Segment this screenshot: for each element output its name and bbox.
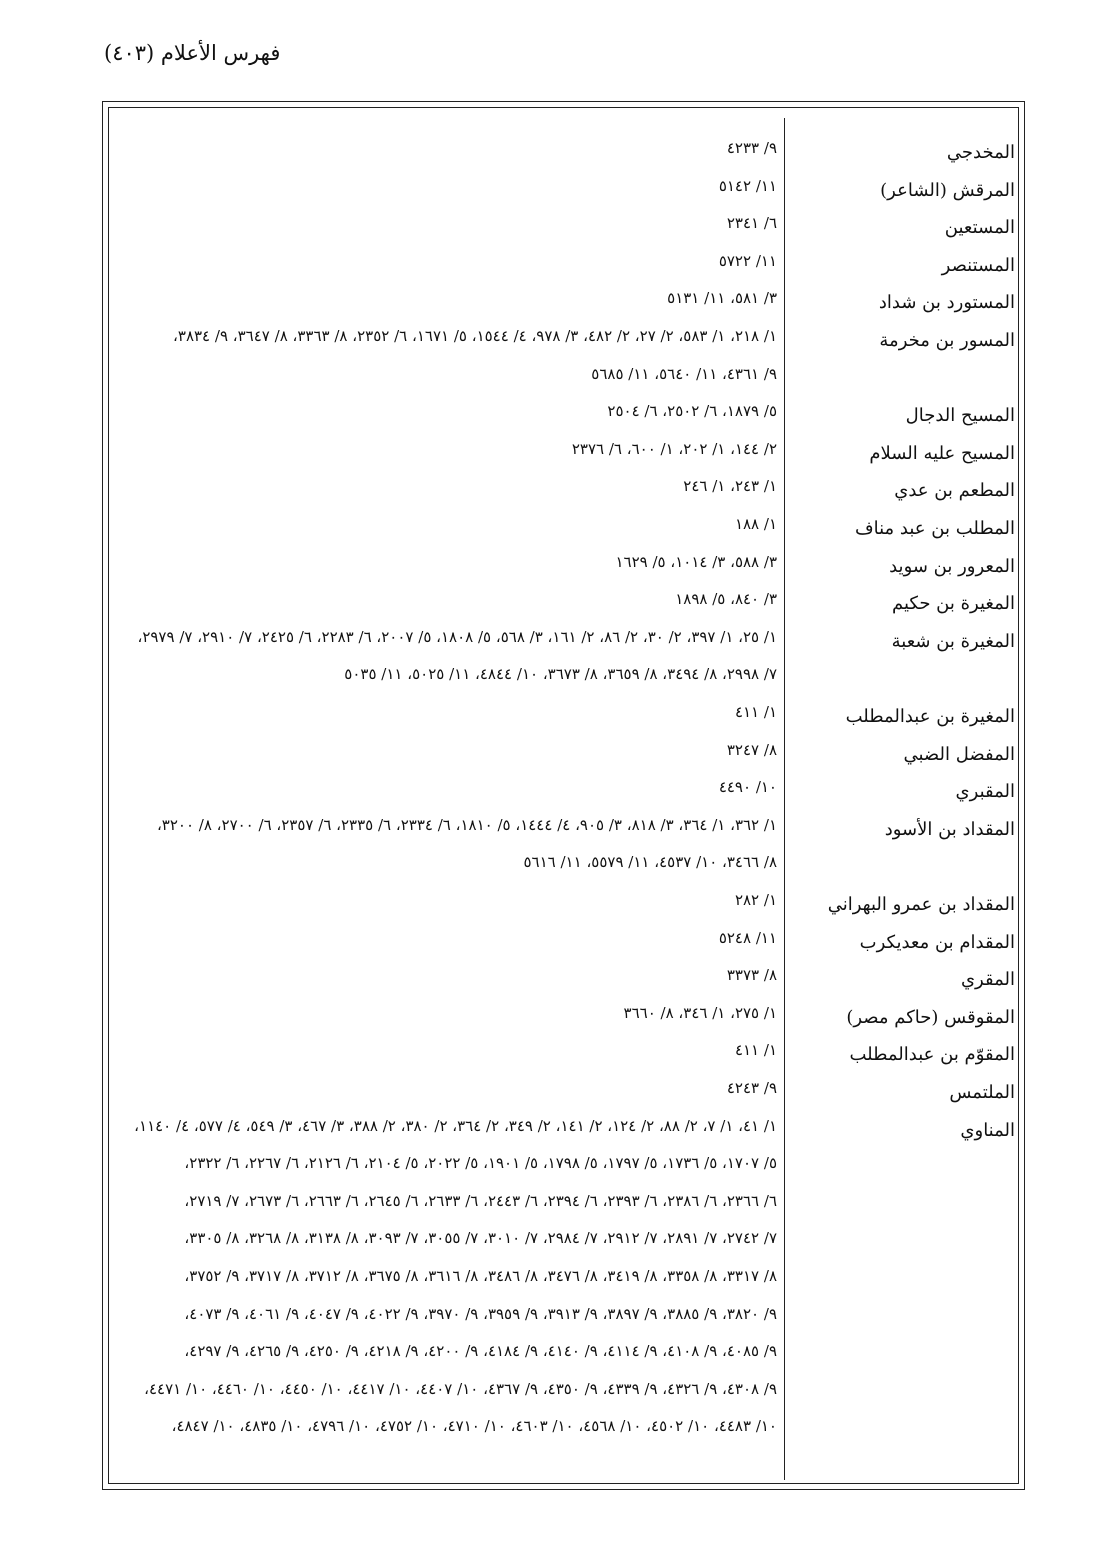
index-entry: [0, 811, 1115, 872]
index-entry: [0, 1036, 1115, 1074]
entry-refs-line: ٩/ ٣٨٢٠، ٩/ ٣٨٨٥، ٩/ ٣٨٩٧، ٩/ ٣٩١٣، ٩/ ٣٩٥٩، ٩/ ٣٩٧٠، ٩/ ٤٠٢٢، ٩/ ٤٠٤٧، ٩/ ٤٠٦١، ٩/ ٤٠٧٣،: [184, 1304, 777, 1323]
index-entry: [0, 999, 1115, 1037]
entry-refs-line: ١/ ٢١٨، ١/ ٥٨٣، ٢/ ٢٧، ٢/ ٤٨٢، ٣/ ٩٧٨، ٤/ ١٥٤٤، ٥/ ١٦٧١، ٦/ ٢٣٥٢، ٨/ ٣٣٦٣، ٨/ ٣٦٤٧، ٩/ ٣٨٣٤،: [173, 327, 777, 345]
entry-refs-line: ٨/ ٣٣١٧، ٨/ ٣٣٥٨، ٨/ ٣٤١٩، ٨/ ٣٤٧٦، ٨/ ٣٤٨٦، ٨/ ٣٦١٦، ٨/ ٣٦٧٥، ٨/ ٣٧١٢، ٨/ ٣٧١٧، ٩/ ٣٧٥٢،: [184, 1266, 777, 1285]
entry-refs-line: ١٠/ ٤٤٩٠: [718, 778, 777, 797]
entry-refs-line: ١/ ٢٨٢: [734, 891, 777, 909]
entry-refs-line: ٩/ ٤٢٤٣: [726, 1079, 777, 1097]
entry-name: المعرور بن سويد: [889, 555, 1015, 577]
index-entry: [0, 1074, 1115, 1112]
entry-name: المقوّم بن عبدالمطلب: [849, 1044, 1015, 1066]
entry-name: المغيرة بن عبدالمطلب: [845, 706, 1015, 727]
index-entry: [0, 472, 1115, 510]
entry-refs-line: ٢/ ١٤٤، ١/ ٢٠٢، ١/ ٦٠٠، ٦/ ٢٣٧٦: [571, 439, 777, 458]
entry-name: المقري: [960, 969, 1015, 991]
entry-refs-line: ٨/ ٣٢٤٧: [726, 740, 777, 759]
index-entry: [0, 134, 1115, 172]
index-entry: [0, 209, 1115, 247]
index-entry: [0, 773, 1115, 811]
entry-refs-line: ٩/ ٤٠٨٥، ٩/ ٤١٠٨، ٩/ ٤١١٤، ٩/ ٤١٤٠، ٩/ ٤١٨٤، ٩/ ٤٢٠٠، ٩/ ٤٢١٨، ٩/ ٤٢٥٠، ٩/ ٤٢٦٥، ٩/ ٤٢٩٧،: [184, 1342, 777, 1361]
entry-refs-line: ١/ ٣٦٢، ١/ ٣٦٤، ٣/ ٨١٨، ٣/ ٩٠٥، ٤/ ١٤٤٤، ٥/ ١٨١٠، ٦/ ٢٣٣٤، ٦/ ٢٣٣٥، ٦/ ٢٣٥٧، ٦/ ٢٧٠٠، ٨/ ٣٢٠٠،: [156, 815, 777, 834]
index-entry: [0, 548, 1115, 586]
index-entry: [0, 1112, 1115, 1436]
index-entry: [0, 284, 1115, 322]
entry-refs-line: ٥/ ١٨٧٩، ٦/ ٢٥٠٢، ٦/ ٢٥٠٤: [607, 402, 777, 421]
entry-refs-line: ١/ ٤١١: [734, 1041, 777, 1060]
entry-name: المغيرة بن حكيم: [891, 593, 1015, 615]
entry-refs-line: ١٠/ ٤٤٨٣، ١٠/ ٤٥٠٢، ١٠/ ٤٥٦٨، ١٠/ ٤٦٠٣، ١٠/ ٤٧١٠، ١٠/ ٤٧٥٢، ١٠/ ٤٧٩٦، ١٠/ ٤٨٣٥، ١٠/ ٤٨٤٧،: [171, 1417, 777, 1436]
index-entry: [0, 435, 1115, 473]
entry-refs-line: ٩/ ٤٣٠٨، ٩/ ٤٣٢٦، ٩/ ٤٣٣٩، ٩/ ٤٣٥٠، ٩/ ٤٣٦٧، ١٠/ ٤٤٠٧، ١٠/ ٤٤١٧، ١٠/ ٤٤٥٠، ١٠/ ٤٤٦٠، ١٠/ ٤٤٧١،: [144, 1379, 777, 1398]
index-entry: [0, 397, 1115, 435]
entry-name: المقدام بن معديكرب: [859, 931, 1015, 953]
index-entry: [0, 510, 1115, 548]
entry-name: المطعم بن عدي: [894, 480, 1015, 502]
entry-refs-line: ٥/ ١٧٠٧، ٥/ ١٧٣٦، ٥/ ١٧٩٧، ٥/ ١٧٩٨، ٥/ ١٩٠١، ٥/ ٢٠٢٢، ٥/ ٢١٠٤، ٦/ ٢١٢٦، ٦/ ٢٢٦٧، ٦/ ٢٣٢٢،: [184, 1154, 777, 1173]
entry-name: المقبري: [955, 781, 1015, 803]
entry-refs-line: ٣/ ٨٤٠، ٥/ ١٨٩٨: [675, 590, 777, 609]
index-entry: [0, 322, 1115, 383]
entry-name: المقداد بن عمرو البهراني: [827, 894, 1015, 915]
entry-refs-line: ٦/ ٢٣٤١: [726, 214, 777, 233]
entry-refs-line: ٨/ ٣٣٧٣: [726, 966, 777, 985]
index-entry: [0, 698, 1115, 736]
entry-refs-line: ٣/ ٥٨١، ١١/ ٥١٣١: [667, 289, 777, 308]
index-entry: [0, 247, 1115, 285]
entry-refs-line: ١١/ ٥١٤٢: [718, 176, 777, 195]
index-entry: [0, 961, 1115, 999]
entry-refs-line: ١١/ ٥٢٤٨: [718, 928, 777, 947]
entry-refs-line: ٦/ ٢٣٦٦، ٦/ ٢٣٨٦، ٦/ ٢٣٩٣، ٦/ ٢٣٩٤، ٦/ ٢٤٤٣، ٦/ ٢٦٣٣، ٦/ ٢٦٤٥، ٦/ ٢٦٦٣، ٦/ ٢٦٧٣، ٧/ ٢٧١٩،: [184, 1191, 777, 1210]
entry-name: المناوي: [960, 1119, 1015, 1141]
entry-refs-line: ٩/ ٤٢٣٣: [726, 139, 777, 157]
entry-name: المسيح عليه السلام: [869, 442, 1015, 464]
page-header: فهرس الأعلام (٤٠٣): [104, 41, 281, 65]
entry-name: الملتمس: [949, 1082, 1015, 1103]
entry-refs-line: ١/ ٢٤٣، ١/ ٢٤٦: [683, 477, 777, 496]
entry-name: المستنصر: [941, 254, 1015, 276]
entry-name: المسيح الدجال: [905, 405, 1015, 427]
index-entry: [0, 736, 1115, 774]
index-entry: [0, 924, 1115, 962]
entry-name: المستعين: [944, 217, 1015, 239]
entry-refs-line: ٨/ ٣٤٦٦، ١٠/ ٤٥٣٧، ١١/ ٥٥٧٩، ١١/ ٥٦١٦: [523, 853, 777, 872]
entry-name: المطلب بن عبد مناف: [854, 518, 1015, 539]
entry-name: المقوقس (حاكم مصر): [846, 1006, 1015, 1028]
entry-name: المقداد بن الأسود: [884, 818, 1015, 840]
index-entry: [0, 172, 1115, 210]
entry-refs-line: ٧/ ٢٩٩٨، ٨/ ٣٤٩٤، ٨/ ٣٦٥٩، ٨/ ٣٦٧٣، ١٠/ ٤٨٤٤، ١١/ ٥٠٢٥، ١١/ ٥٠٣٥: [344, 665, 777, 684]
entry-name: المستورد بن شداد: [878, 292, 1015, 314]
entry-refs-line: ١/ ٢٥، ١/ ٣٩٧، ٢/ ٣٠، ٢/ ٨٦، ٢/ ١٦١، ٣/ ٥٦٨، ٥/ ١٨٠٨، ٥/ ٢٠٠٧، ٦/ ٢٢٨٣، ٦/ ٢٤٢٥، ٧/ ٢٩١٠، ٧/ ٢٩٧٩،: [137, 627, 777, 646]
entry-name: المرقش (الشاعر): [880, 179, 1015, 201]
entry-refs-line: ١/ ٤١١: [734, 703, 777, 721]
entry-refs-line: ٧/ ٢٧٤٢، ٧/ ٢٨٩١، ٧/ ٢٩١٢، ٧/ ٢٩٨٤، ٧/ ٣٠١٠، ٧/ ٣٠٥٥، ٧/ ٣٠٩٣، ٨/ ٣١٣٨، ٨/ ٣٢٦٨، ٨/ ٣٣٠٥،: [184, 1229, 777, 1248]
index-entry: [0, 585, 1115, 623]
entry-name: المفضل الضبي: [903, 743, 1015, 765]
entry-name: المسور بن مخرمة: [879, 330, 1015, 351]
entry-refs-line: ١/ ٢٧٥، ١/ ٣٤٦، ٨/ ٣٦٦٠: [623, 1003, 777, 1022]
index-entry: [0, 623, 1115, 684]
entry-name: المخدجي: [946, 142, 1015, 163]
entry-refs-line: ٣/ ٥٨٨، ٣/ ١٠١٤، ٥/ ١٦٢٩: [615, 552, 777, 571]
entry-refs-line: ١١/ ٥٧٢٢: [718, 251, 777, 270]
entry-refs-line: ١/ ٤١، ١/ ٧، ٢/ ٨٨، ٢/ ١٢٤، ٢/ ١٤١، ٢/ ٣٤٩، ٢/ ٣٦٤، ٢/ ٣٨٠، ٢/ ٣٨٨، ٣/ ٤٦٧، ٣/ ٥٤٩، ٤/ ٥٧٧، ٤/ ١١٤٠،: [134, 1116, 777, 1135]
entry-refs-line: ٩/ ٤٣٦١، ١١/ ٥٦٤٠، ١١/ ٥٦٨٥: [591, 364, 777, 383]
entry-refs-line: ١/ ١٨٨: [734, 515, 777, 533]
entry-name: المغيرة بن شعبة: [891, 630, 1015, 652]
index-entry: [0, 886, 1115, 924]
